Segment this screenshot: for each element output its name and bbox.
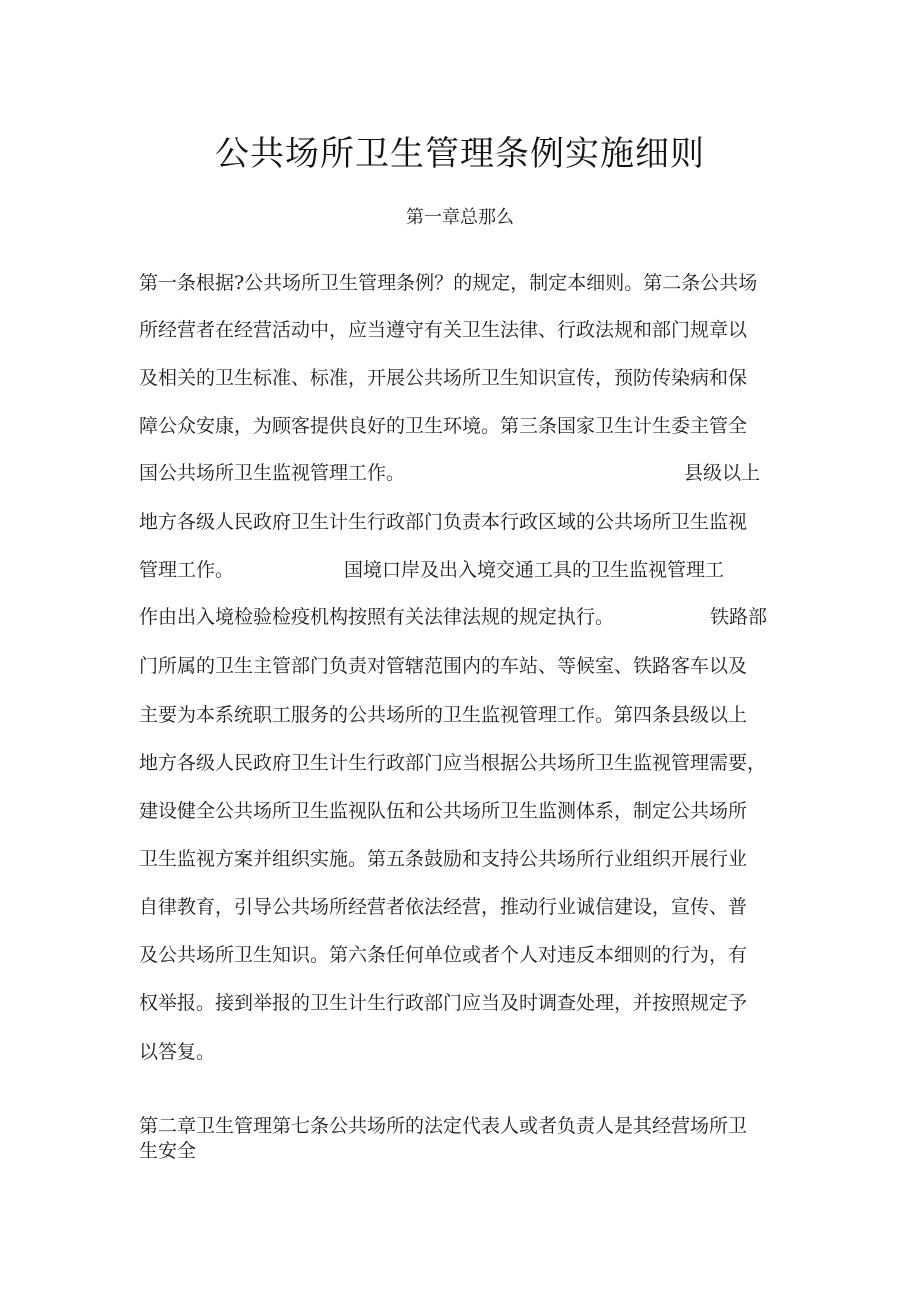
paragraph-line: 主要为本系统职工服务的公共场所的卫生监视管理工作。第四条县级以上 [139, 704, 748, 726]
line-segment: 国公共场所卫生监视管理工作。 [139, 462, 406, 484]
paragraph-line: 生安全 [139, 1140, 197, 1162]
paragraph-line: 第一条根据?公共场所卫生管理条例？的规定，制定本细则。第二条公共场 [139, 272, 758, 294]
chapter-heading: 第一章总那么 [406, 207, 514, 228]
paragraph-line: 及公共场所卫生知识。第六条任何单位或者个人对违反本细则的行为，有 [139, 944, 748, 966]
paragraph-line: 及相关的卫生标准、标准，开展公共场所卫生知识宣传，预防传染病和保 [139, 367, 748, 389]
paragraph-line: 权举报。接到举报的卫生计生行政部门应当及时调查处理，并按照规定予 [139, 992, 748, 1014]
paragraph-line: 地方各级人民政府卫生计生行政部门负责本行政区域的公共场所卫生监视 [139, 511, 748, 533]
paragraph-line: 建设健全公共场所卫生监视队伍和公共场所卫生监测体系，制定公共场所 [139, 800, 748, 822]
paragraph-line: 地方各级人民政府卫生计生行政部门应当根据公共场所卫生监视管理需要， [139, 752, 767, 774]
line-segment: 铁路部 [710, 606, 768, 628]
line-segment: 国境口岸及出入境交通工具的卫生监视管理工 [344, 559, 725, 581]
line-segment: 作由出入境检验检疫机构按照有关法律法规的规定执行。 [139, 606, 615, 628]
paragraph-line: 第二章卫生管理第七条公共场所的法定代表人或者负责人是其经营场所卫 [139, 1115, 748, 1137]
line-segment: 县级以上 [684, 462, 761, 484]
paragraph-line: 障公众安康，为顾客提供良好的卫生环境。第三条国家卫生计生委主管全 [139, 415, 748, 437]
paragraph-line: 卫生监视方案并组织实施。第五条鼓励和支持公共场所行业组织开展行业 [139, 848, 748, 870]
paragraph-line: 以答复。 [139, 1041, 216, 1063]
paragraph-line: 所经营者在经营活动中，应当遵守有关卫生法律、行政法规和部门规章以 [139, 319, 748, 341]
line-segment: 管理工作。 [139, 559, 235, 581]
paragraph-line: 门所属的卫生主管部门负责对管辖范围内的车站、等候室、铁路客车以及 [139, 655, 748, 677]
paragraph-line: 自律教育，引导公共场所经营者依法经营，推动行业诚信建设，宣传、普 [139, 896, 748, 918]
document-title: 公共场所卫生管理条例实施细则 [215, 134, 705, 174]
